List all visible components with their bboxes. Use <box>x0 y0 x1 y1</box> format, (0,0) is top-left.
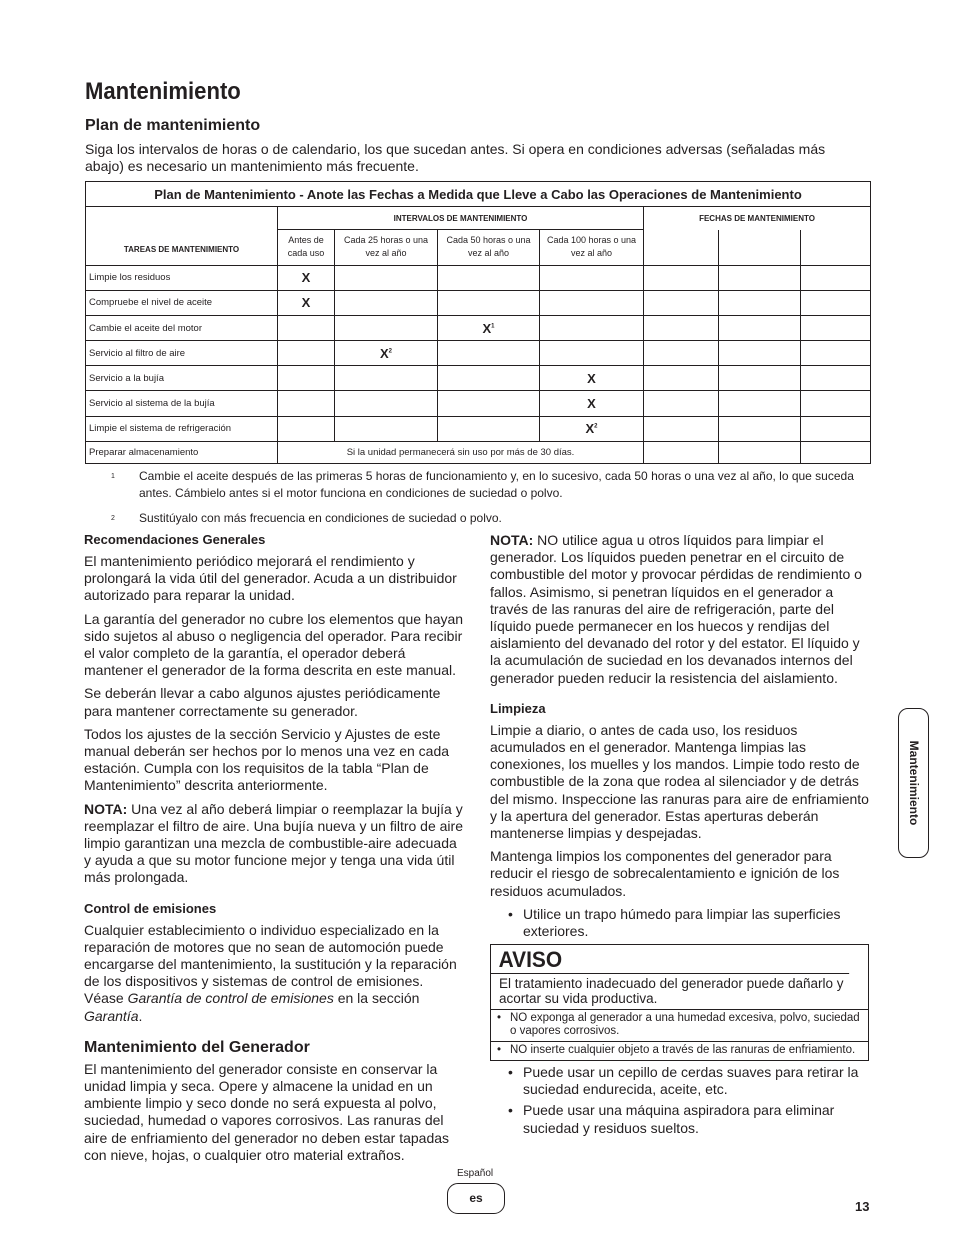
emissions-text-end: . <box>138 1007 143 1024</box>
dates-header: FECHAS DE MANTENIMIENTO <box>644 207 871 230</box>
storage-note: Si la unidad permanecerá sin uso por más de 30 días. <box>278 441 644 463</box>
interval-mark-cell <box>278 315 335 340</box>
interval-mark-cell <box>540 290 644 315</box>
page-title: Mantenimiento <box>85 78 241 105</box>
date-cell <box>644 315 719 340</box>
task-cell: Limpie los residuos <box>86 265 278 290</box>
recommendations-heading: Recomendaciones Generales <box>84 532 266 547</box>
date-cell <box>801 341 871 366</box>
task-cell: Cambie el aceite del motor <box>86 315 278 340</box>
date-cell <box>719 416 801 441</box>
date-cell <box>719 290 801 315</box>
paragraph: Limpie a diario, o antes de cada uso, los residuos acumulados en el generador. Mantenga limpias las conexiones, los muelles y los mandos. Limpie todo resto de combustible de la zona que rodea al silenciador y de detrás del mismo. Inspeccione las ranuras para aire de enfriamiento y la apertura del generador. Estas aperturas deberán mantenerse limpias y despejadas. <box>490 721 869 842</box>
warning-item: • NO inserte cualquier objeto a través de las ranuras de enfriamiento. <box>491 1042 868 1060</box>
paragraph: El mantenimiento del generador consiste en conservar la unidad limpia y seca. Opere y almacene la unidad en un ambiente limpio y seco donde no será expuesta al polvo, suciedad, humedad o vapores corrosivos. Las ranuras del aire de enfriamiento del generador no deben estar tapadas con nieve, hojas, o cualquier otro material extraños. <box>84 1060 450 1163</box>
intervals-header: INTERVALOS DE MANTENIMIENTO <box>278 207 644 230</box>
interval-mark-cell <box>335 391 438 416</box>
language-label: Español <box>457 1168 494 1179</box>
task-cell: Compruebe el nivel de aceite <box>86 290 278 315</box>
date-cell <box>644 366 719 391</box>
task-cell: Limpie el sistema de refrigeración <box>86 416 278 441</box>
bullet-dot: • <box>508 905 513 922</box>
note-text: NO utilice agua u otros líquidos para limpiar el generador. Los líquidos pueden penetrar en el circuito de combustible del motor y provocar pérdidas de rendimiento o fallos. Asimismo, si penetran líquidos en el generador a través de las ranuras del aire de refrigeración, parte del líquido puede permanecer en los huecos y rendijas del aislamiento del devanado del rotor y del estator. El líquido y la acumulación de suciedad en los devanados internos del generador pueden reducir la resistencia del aislamiento. <box>490 532 862 686</box>
date-cell <box>801 315 871 340</box>
emissions-heading: Control de emisiones <box>84 900 217 916</box>
interval-mark-cell <box>438 265 540 290</box>
interval-mark-cell <box>278 391 335 416</box>
emissions-warranty-ref: Garantía de control de emisiones <box>127 990 334 1007</box>
bullet-dot: • <box>508 1064 513 1080</box>
paragraph: Todos los ajustes de la sección Servicio y Ajustes de este manual deberán ser hechos por lo menos una vez en cada estación. Cumpla con los requisitos de la tabla “Plan de Mantenimiento” descrita anteriormente. <box>84 725 450 794</box>
page-number: 13 <box>855 1199 870 1214</box>
interval-mark-cell <box>438 290 540 315</box>
intro-text: Siga los intervalos de horas o de calendario, los que sucedan antes. Si opera en condiciones adversas (señaladas más abajo) es necesario un mantenimiento más frecuente. <box>85 141 826 175</box>
note-paragraph <box>490 532 870 687</box>
task-cell: Servicio al filtro de aire <box>86 341 278 366</box>
table-row <box>86 265 871 290</box>
interval-mark-cell <box>278 290 335 315</box>
warning-title: AVISO <box>491 945 849 974</box>
interval-mark-cell <box>438 391 540 416</box>
task-cell: Servicio a la bujía <box>86 366 278 391</box>
bullet-dot: • <box>508 1102 513 1119</box>
interval-mark-cell <box>335 341 438 366</box>
interval-mark-cell <box>278 366 335 391</box>
interval-mark-cell <box>278 265 335 290</box>
paragraph: El mantenimiento periódico mejorará el rendimiento y prolongará la vida útil del generador. Acuda a un distribuidor autorizado para reparar la unidad. <box>84 553 457 604</box>
footnote-number: 2 <box>111 515 115 522</box>
footnote-text: Sustitúyalo con más frecuencia en condiciones de suciedad o polvo. <box>139 511 502 525</box>
interval-mark-cell <box>335 315 438 340</box>
interval-mark-cell <box>335 366 438 391</box>
side-tab <box>898 708 929 858</box>
right-column <box>490 532 870 940</box>
cleaning-heading: Limpieza <box>490 700 546 716</box>
paragraph: La garantía del generador no cubre los elementos que hayan sido sujetos al abuso o negligencia del operador. Para recibir el valor completo de la garantía, el operador deberá mantener el generador de la forma descrita en este manual. <box>84 610 464 679</box>
bullet-item <box>490 906 870 940</box>
maintenance-table <box>85 181 871 464</box>
paragraph: Se deberán llevar a cabo algunos ajustes periódicamente para mantener correctamente su generador. <box>84 685 441 719</box>
footnote-2 <box>111 510 869 527</box>
interval-mark-cell <box>438 315 540 340</box>
table-row <box>86 366 871 391</box>
bullet-item <box>490 1102 870 1136</box>
date-cell <box>719 391 801 416</box>
interval-mark-cell <box>278 416 335 441</box>
paragraph: Mantenga limpios los componentes del generador para reducir el riesgo de sobrecalentamiento e ignición de los residuos acumulados. <box>490 848 840 899</box>
interval-mark-cell <box>335 265 438 290</box>
footnote-number: 1 <box>111 473 115 480</box>
storage-task: Preparar almacenamiento <box>86 441 278 463</box>
date-cell <box>644 391 719 416</box>
interval-mark-cell <box>540 341 644 366</box>
interval-mark: X <box>301 270 311 286</box>
interval-mark-footnote-ref: 2 <box>388 348 392 355</box>
note-text: Una vez al año deberá limpiar o reemplazar la bujía y reemplazar el filtro de aire. Una bujía nueva y un filtro de aire limpio garantizan una mezcla de combustible-aire adecuada y ayuda a que su motor funcione mejor y tenga una vida útil más prolongada. <box>84 800 463 886</box>
interval-mark-cell <box>438 341 540 366</box>
interval-mark-cell <box>540 391 644 416</box>
note-paragraph <box>84 801 466 887</box>
interval-mark-cell <box>335 416 438 441</box>
bullet-text: Puede usar una máquina aspiradora para eliminar suciedad y residuos sueltos. <box>523 1102 835 1136</box>
interval-mark-footnote-ref: 1 <box>491 323 495 330</box>
date-cell <box>719 441 801 463</box>
date-cell <box>801 265 871 290</box>
interval-col-header: Cada 50 horas o una vez al año <box>438 230 540 265</box>
footnote-text: Cambie el aceite después de las primeras 5 horas de funcionamiento y, en lo sucesivo, cada 50 horas o una vez al año, lo que suceda antes. Cámbielo antes si el motor funciona en condiciones de suciedad o polvo. <box>139 469 854 500</box>
emissions-paragraph <box>84 922 466 1025</box>
interval-mark-cell <box>540 366 644 391</box>
section-heading: Plan de mantenimiento <box>85 117 261 134</box>
emissions-text: Cualquier establecimiento o individuo especializado en la reparación de motores que no sean de automoción puede encargarse del mantenimiento, la sustitución y la reparación de los dispositivos y sistemas de control de emisiones. Véase <box>84 921 457 1007</box>
interval-mark: X <box>482 320 492 336</box>
interval-mark-cell <box>438 416 540 441</box>
interval-mark: X <box>301 295 311 311</box>
table-row <box>86 416 871 441</box>
bullet-text: Utilice un trapo húmedo para limpiar las superficies exteriores. <box>523 905 841 940</box>
interval-mark-cell <box>540 315 644 340</box>
tasks-header: TAREAS DE MANTENIMIENTO <box>86 207 278 265</box>
interval-mark-cell <box>540 265 644 290</box>
right-column-bottom <box>490 1064 870 1137</box>
left-column <box>84 532 466 1170</box>
warranty-section-ref: Garantía <box>84 1007 139 1024</box>
interval-col-header: Cada 100 horas o una vez al año <box>540 230 644 265</box>
date-cell <box>644 265 719 290</box>
warning-body: El tratamiento inadecuado del generador puede dañarlo y acortar su vida productiva. <box>491 974 868 1010</box>
date-cell <box>801 366 871 391</box>
interval-mark-cell <box>438 366 540 391</box>
warning-item: • NO exponga al generador a una humedad excesiva, polvo, suciedad o vapores corrosivos. <box>491 1010 868 1042</box>
language-code-badge: es <box>447 1183 505 1214</box>
generator-maintenance-heading: Mantenimiento del Generador <box>84 1038 310 1056</box>
interval-mark: X <box>379 345 389 361</box>
date-cell <box>644 341 719 366</box>
interval-mark: X <box>585 421 595 437</box>
date-cell <box>801 441 871 463</box>
date-cell <box>801 391 871 416</box>
date-cell <box>801 290 871 315</box>
date-cell <box>719 265 801 290</box>
date-cell <box>719 366 801 391</box>
bullet-text: Puede usar un cepillo de cerdas suaves para retirar la suciedad endurecida, aceite, etc. <box>523 1064 859 1098</box>
table-title: Plan de Mantenimiento - Anote las Fechas a Medida que Lleve a Cabo las Operaciones de Mantenimiento <box>86 182 871 207</box>
date-cell <box>719 341 801 366</box>
emissions-text-mid: en la sección <box>333 990 420 1007</box>
task-cell: Servicio al sistema de la bujía <box>86 391 278 416</box>
table-row <box>86 391 871 416</box>
date-cell <box>644 230 719 265</box>
bullet-item <box>490 1064 870 1098</box>
interval-mark-footnote-ref: 2 <box>594 423 598 430</box>
date-cell <box>644 416 719 441</box>
date-cell <box>801 230 871 265</box>
interval-mark: X <box>587 370 596 386</box>
interval-mark-cell <box>540 416 644 441</box>
date-cell <box>719 230 801 265</box>
note-label: NOTA: <box>490 532 534 548</box>
date-cell <box>644 441 719 463</box>
table-row <box>86 341 871 366</box>
table-row <box>86 290 871 315</box>
footnote-1 <box>111 468 869 502</box>
interval-mark: X <box>587 396 596 412</box>
interval-mark-cell <box>335 290 438 315</box>
date-cell <box>719 315 801 340</box>
interval-col-header: Antes de cada uso <box>278 230 335 265</box>
date-cell <box>644 290 719 315</box>
interval-col-header: Cada 25 horas o una vez al año <box>335 230 438 265</box>
note-label: NOTA: <box>84 800 128 817</box>
interval-mark-cell <box>278 341 335 366</box>
date-cell <box>801 416 871 441</box>
warning-box <box>490 944 869 1061</box>
side-tab-label: Mantenimiento <box>906 740 921 826</box>
table-row <box>86 315 871 340</box>
